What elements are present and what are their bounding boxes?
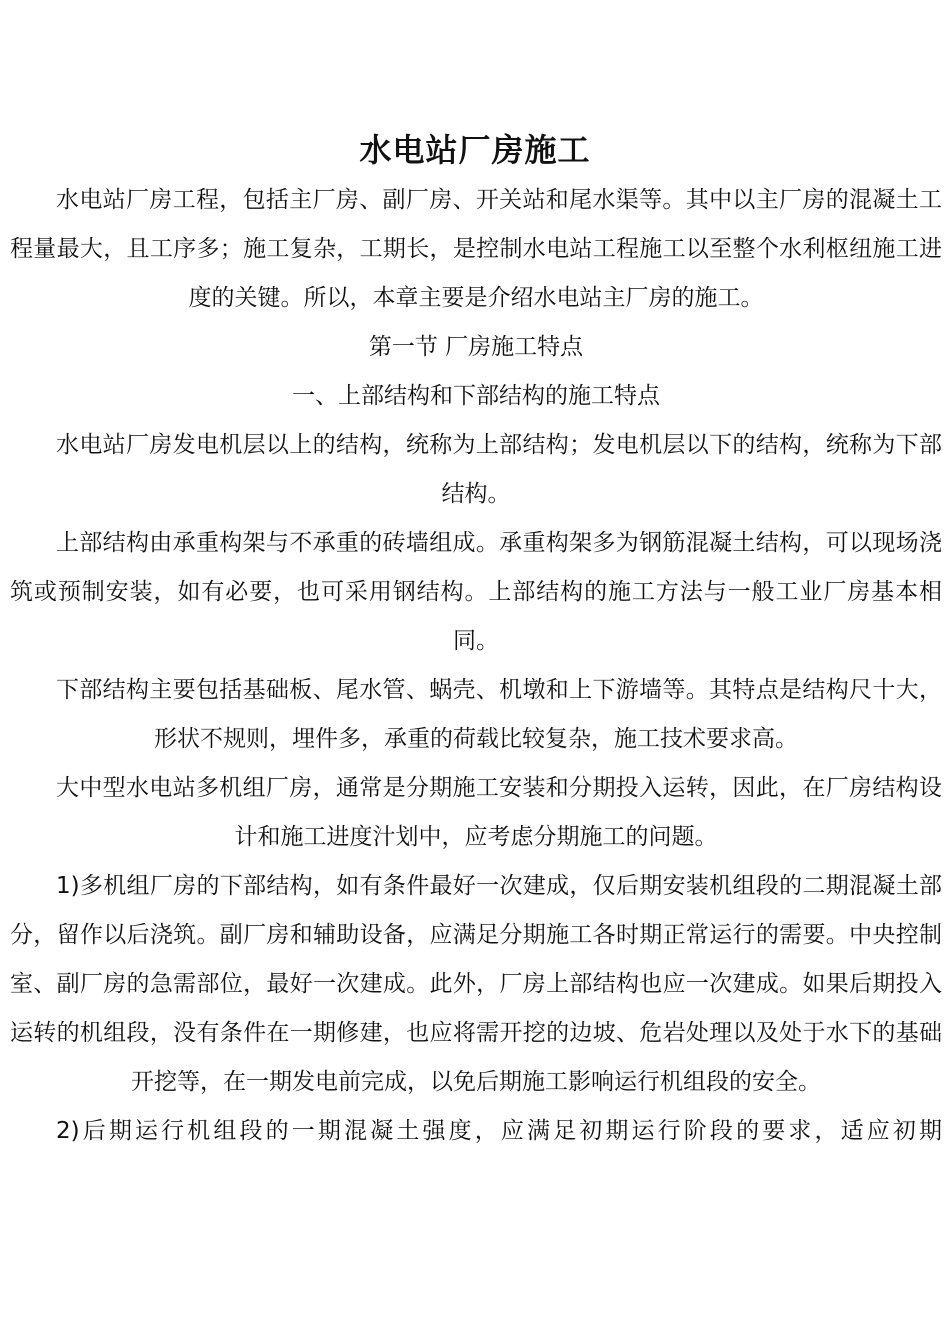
subsection-heading: 一、上部结构和下部结构的施工特点 (292, 383, 660, 409)
paragraph-item-2: 2)后期运行机组段的一期混凝土强度，应满足初期运行阶段的要求，适应初期 (56, 1118, 942, 1144)
paragraph-staged-construction: 大中型水电站多机组厂房，通常是分期施工安装和分期投入运转，因此，在厂房结构设计和施工进度汁划中，应考虑分期施工的问题。 (56, 775, 942, 850)
paragraph-lower-structure: 下部结构主要包括基础板、尾水管、蜗壳、机墩和上下游墙等。其特点是结构尺十大，形状不规则，埋件多，承重的荷载比较复杂，施工技术要求高。 (56, 677, 942, 752)
document-title: 水电站厂房施工 (359, 131, 591, 169)
document-body (10, 176, 942, 1156)
intro-paragraph: 水电站厂房工程，包括主厂房、副厂房、开关站和尾水渠等。其中以主厂房的混凝土工程量最大，且工序多；施工复杂，工期长，是控制水电站工程施工以至整个水利枢纽施工进度的关键。所以，本章主要是介绍水电站主厂房的施工。 (10, 187, 942, 311)
paragraph-item-1: 1)多机组厂房的下部结构，如有条件最好一次建成，仅后期安装机组段的二期混凝土部分，留作以后浇筑。副厂房和辅助设备，应满足分期施工各时期正常运行的需要。中央控制室、副厂房的急需部位，最好一次建成。此外，厂房上部结构也应一次建成。如果后期投入运转的机组段，没有条件在一期修建，也应将需开挖的边坡、危岩处理以及处于水下的基础开挖等，在一期发电前完成，以免后期施工影响运行机组段的安全。 (10, 873, 942, 1095)
paragraph-upper-structure: 上部结构由承重构架与不承重的砖墙组成。承重构架多为钢筋混凝土结构，可以现场浇筑或预制安装，如有必要，也可采用钢结构。上部结构的施工方法与一般工业厂房基本相同。 (10, 530, 942, 654)
section-heading: 第一节 厂房施工特点 (368, 334, 584, 360)
paragraph-structure-definition: 水电站厂房发电机层以上的结构，统称为上部结构；发电机层以下的结构，统称为下部结构。 (56, 432, 942, 507)
